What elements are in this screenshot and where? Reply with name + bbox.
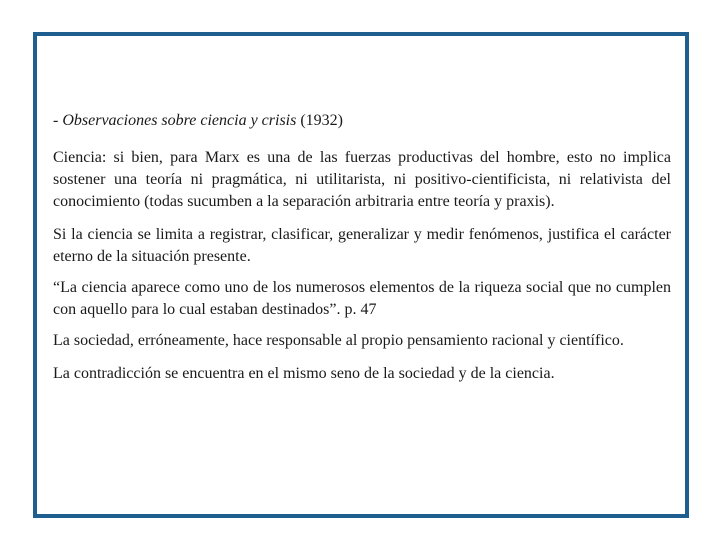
paragraph-quote: “La ciencia aparece como uno de los numerosos elementos de la riqueza social que no cumplen con aquello para lo cual estaban destinados”. p. 47 (53, 279, 671, 318)
heading-prefix: - (53, 112, 63, 129)
heading-title: Observaciones sobre ciencia y crisis (62, 112, 297, 129)
paragraph-sociedad: La sociedad, erróneamente, hace responsable al propio pensamiento racional y científico. (53, 332, 624, 349)
heading-year: (1932) (296, 112, 343, 129)
paragraph-contradiccion: La contradicción se encuentra en el mismo seno de la sociedad y de la ciencia. (53, 365, 555, 382)
paragraph-ciencia: Ciencia: si bien, para Marx es una de las fuerzas productivas del hombre, esto no implica sostener una teoría ni pragmática, ni utilitarista, ni positivo-cientificista, ni relativista del conocimiento (todas sucumben a la separación arbitraria entre teoría y praxis). (53, 149, 671, 210)
slide-heading (53, 110, 671, 132)
slide-frame (33, 32, 689, 518)
slide-content (53, 110, 671, 385)
paragraph-registrar: Si la ciencia se limita a registrar, clasificar, generalizar y medir fenómenos, justifica el carácter eterno de la situación presente. (53, 226, 671, 265)
